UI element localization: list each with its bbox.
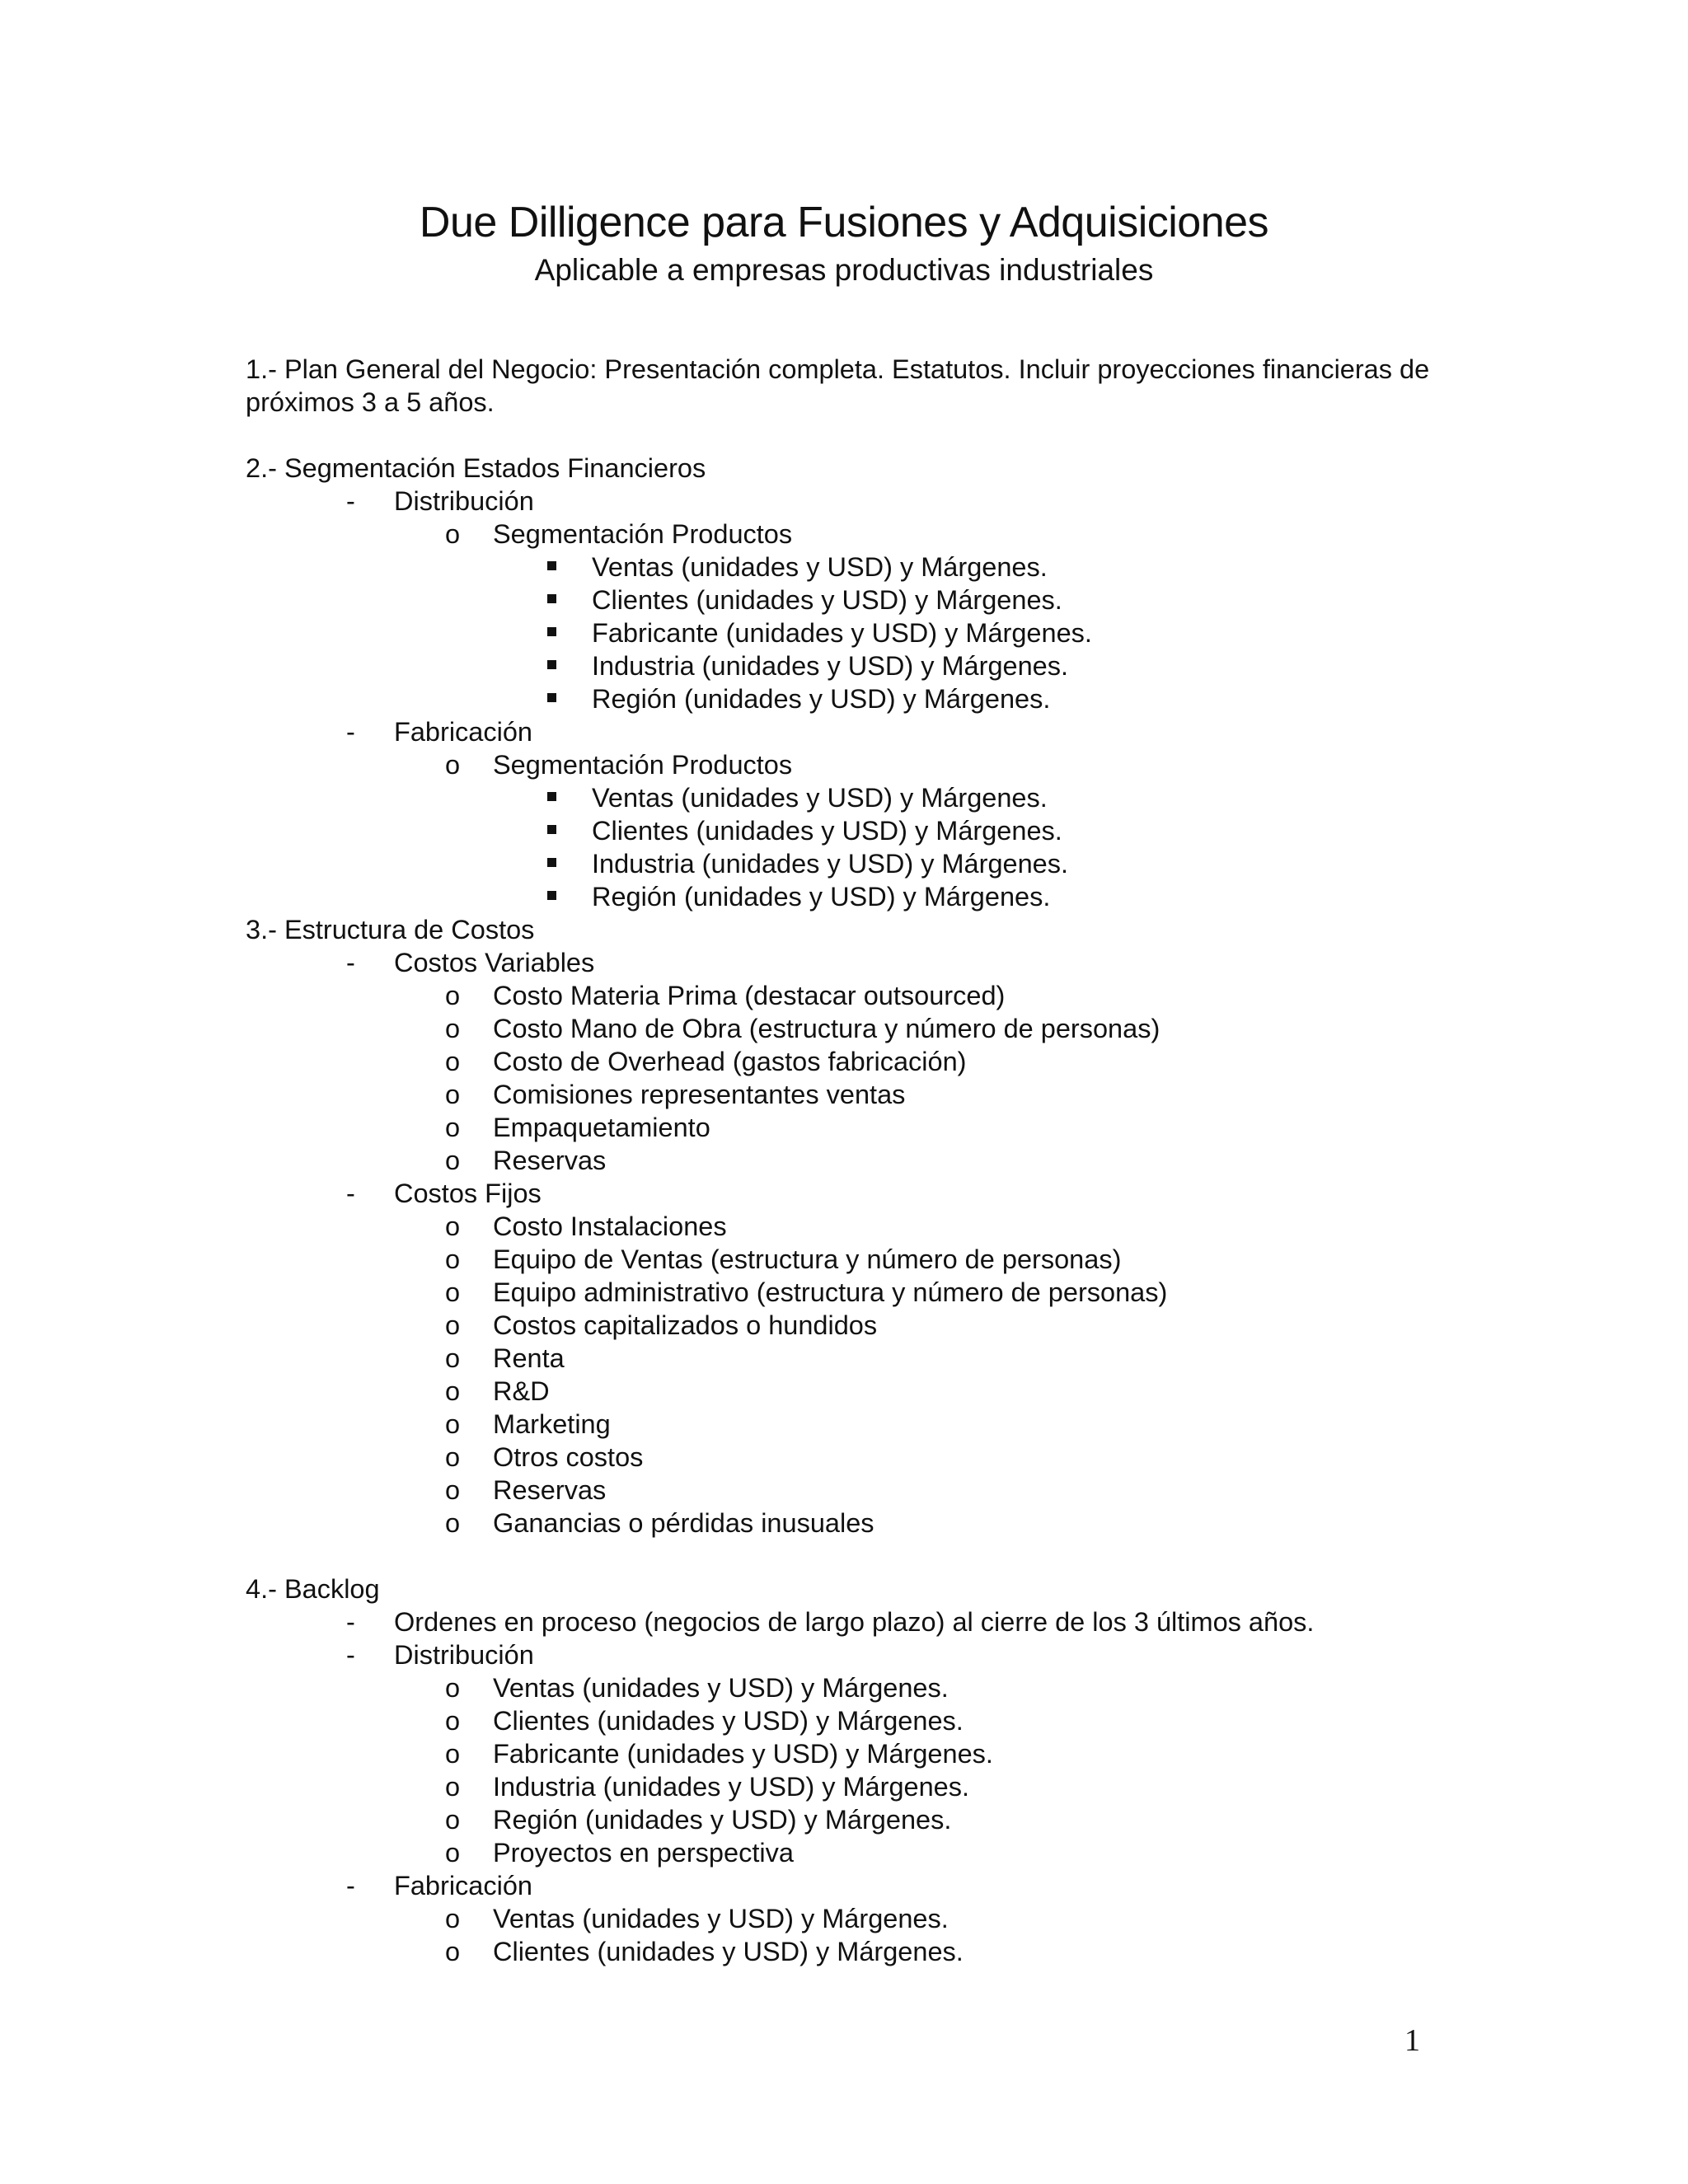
- list-item-text: Otros costos: [493, 1442, 644, 1472]
- list-item: [246, 1474, 1441, 1507]
- circle-bullet-marker: o: [445, 1113, 461, 1142]
- list-item: [246, 1177, 1441, 1210]
- list-item: [246, 1375, 1441, 1408]
- list-item: [246, 1671, 1441, 1704]
- list-item: [246, 1704, 1441, 1737]
- list-item: [246, 880, 1441, 913]
- list-item: [246, 1638, 1441, 1671]
- list-item-text: Industria (unidades y USD) y Márgenes.: [592, 651, 1069, 681]
- dash-marker: -: [346, 1871, 355, 1900]
- list-item: [246, 616, 1441, 649]
- list-item: [246, 1441, 1441, 1474]
- list-item-text: Costos capitalizados o hundidos: [493, 1310, 878, 1340]
- circle-bullet-marker: o: [445, 1508, 461, 1538]
- section-2-fabricacion-sub: Segmentación Productos: [493, 750, 793, 780]
- list-item-text: Clientes (unidades y USD) y Márgenes.: [592, 816, 1062, 846]
- list-item-text: Equipo de Ventas (estructura y número de personas): [493, 1244, 1122, 1274]
- list-item-text: Fabricante (unidades y USD) y Márgenes.: [493, 1739, 993, 1769]
- list-item-text: Región (unidades y USD) y Márgenes.: [493, 1805, 952, 1835]
- list-item-text: Reservas: [493, 1475, 607, 1505]
- list-item: [246, 518, 1441, 551]
- list-item: [246, 1507, 1441, 1540]
- list-item-text: Clientes (unidades y USD) y Márgenes.: [493, 1706, 964, 1736]
- circle-bullet-marker: o: [445, 1212, 461, 1241]
- circle-bullet-marker: o: [445, 1838, 461, 1868]
- list-item-text: Industria (unidades y USD) y Márgenes.: [592, 849, 1069, 879]
- circle-bullet-marker: o: [445, 1310, 461, 1340]
- list-item: [246, 1276, 1441, 1309]
- section-4-fabricacion-label: Fabricación: [394, 1871, 532, 1900]
- circle-bullet-marker: o: [445, 1014, 461, 1043]
- list-item-text: Clientes (unidades y USD) y Márgenes.: [592, 585, 1062, 615]
- section-2-distribucion-sub: Segmentación Productos: [493, 519, 793, 549]
- list-item: [246, 1836, 1441, 1869]
- list-item-text: Renta: [493, 1343, 565, 1373]
- list-item: [246, 1078, 1441, 1111]
- list-item-text: Región (unidades y USD) y Márgenes.: [592, 684, 1051, 714]
- circle-bullet-marker: o: [445, 1805, 461, 1835]
- section-4-heading: 4.- Backlog: [246, 1574, 380, 1604]
- list-item: [246, 1803, 1441, 1836]
- section-1-line-1: 1.- Plan General del Negocio: Presentación completa. Estatutos. Incluir proyecciones financieras de: [246, 354, 1430, 384]
- list-item-text: Clientes (unidades y USD) y Márgenes.: [493, 1937, 964, 1966]
- list-item-text: R&D: [493, 1376, 550, 1406]
- section-4: [246, 1572, 1441, 1968]
- list-item: [246, 1737, 1441, 1770]
- list-item: [246, 946, 1441, 979]
- square-bullet-icon: [547, 858, 556, 867]
- list-item-text: Ventas (unidades y USD) y Márgenes.: [493, 1904, 949, 1933]
- list-item-text: Región (unidades y USD) y Márgenes.: [592, 882, 1051, 912]
- list-item: [246, 1309, 1441, 1342]
- list-item-text: Empaquetamiento: [493, 1113, 710, 1142]
- list-item: [246, 1770, 1441, 1803]
- list-item: [246, 1869, 1441, 1902]
- list-item: [246, 781, 1441, 814]
- section-2-fabricacion-label: Fabricación: [394, 717, 532, 747]
- list-item: [246, 583, 1441, 616]
- list-item: [246, 551, 1441, 583]
- list-item: [246, 485, 1441, 518]
- section-3-heading: 3.- Estructura de Costos: [246, 915, 535, 944]
- document-body: [246, 353, 1441, 1968]
- list-item: [246, 715, 1441, 748]
- document-subtitle: Aplicable a empresas productivas industriales: [534, 253, 1154, 287]
- circle-bullet-marker: o: [445, 1739, 461, 1769]
- list-item: [246, 1342, 1441, 1375]
- list-item-text: Marketing: [493, 1409, 611, 1439]
- square-bullet-icon: [547, 660, 556, 669]
- square-bullet-icon: [547, 594, 556, 603]
- list-item-text: Ventas (unidades y USD) y Márgenes.: [592, 552, 1048, 582]
- list-item-text: Reservas: [493, 1146, 607, 1175]
- section-3-fijos-label: Costos Fijos: [394, 1179, 542, 1208]
- circle-bullet-marker: o: [445, 1376, 461, 1406]
- square-bullet-icon: [547, 627, 556, 636]
- circle-bullet-marker: o: [445, 1673, 461, 1703]
- list-item-text: Costo de Overhead (gastos fabricación): [493, 1047, 967, 1076]
- circle-bullet-marker: o: [445, 1904, 461, 1933]
- list-item: [246, 1935, 1441, 1968]
- circle-bullet-marker: o: [445, 1343, 461, 1373]
- list-item-text: Ventas (unidades y USD) y Márgenes.: [592, 783, 1048, 813]
- list-item: [246, 1045, 1441, 1078]
- circle-bullet-marker: o: [445, 1244, 461, 1274]
- section-2: [246, 452, 1441, 913]
- section-2-distribucion-label: Distribución: [394, 486, 534, 516]
- list-item-text: Equipo administrativo (estructura y número de personas): [493, 1277, 1168, 1307]
- list-item: [246, 748, 1441, 781]
- circle-bullet-marker: o: [445, 1080, 461, 1109]
- square-bullet-icon: [547, 693, 556, 702]
- circle-bullet-marker: o: [445, 1937, 461, 1966]
- list-item: [246, 1012, 1441, 1045]
- list-item-text: Comisiones representantes ventas: [493, 1080, 906, 1109]
- square-bullet-icon: [547, 561, 556, 570]
- section-3-variables-label: Costos Variables: [394, 948, 595, 977]
- square-bullet-icon: [547, 891, 556, 900]
- circle-bullet-marker: o: [445, 1146, 461, 1175]
- circle-bullet-marker: o: [445, 1772, 461, 1802]
- list-item: [246, 649, 1441, 682]
- list-item-text: Industria (unidades y USD) y Márgenes.: [493, 1772, 970, 1802]
- dash-marker: -: [346, 948, 355, 977]
- list-item-text: Costo Materia Prima (destacar outsourced): [493, 981, 1006, 1010]
- list-item-text: Costo Instalaciones: [493, 1212, 727, 1241]
- list-item: [246, 814, 1441, 847]
- list-item: [246, 682, 1441, 715]
- section-4-ordenes: Ordenes en proceso (negocios de largo plazo) al cierre de los 3 últimos años.: [394, 1607, 1315, 1637]
- square-bullet-icon: [547, 792, 556, 801]
- square-bullet-icon: [547, 825, 556, 834]
- section-1: [246, 353, 1441, 419]
- list-item: [246, 1902, 1441, 1935]
- dash-marker: -: [346, 1607, 355, 1637]
- circle-bullet-marker: o: [445, 750, 461, 780]
- list-item: [246, 1144, 1441, 1177]
- circle-bullet-marker: o: [445, 1706, 461, 1736]
- section-2-heading: 2.- Segmentación Estados Financieros: [246, 453, 706, 483]
- list-item: [246, 1210, 1441, 1243]
- circle-bullet-marker: o: [445, 1277, 461, 1307]
- list-item: [246, 1605, 1441, 1638]
- circle-bullet-marker: o: [445, 519, 461, 549]
- document-title: Due Dilligence para Fusiones y Adquisiciones: [419, 199, 1269, 246]
- page-number: 1: [1404, 2023, 1420, 2058]
- list-item: [246, 1408, 1441, 1441]
- section-3: [246, 913, 1441, 1540]
- list-item-text: Ventas (unidades y USD) y Márgenes.: [493, 1673, 949, 1703]
- dash-marker: -: [346, 1179, 355, 1208]
- list-item-text: Proyectos en perspectiva: [493, 1838, 794, 1868]
- list-item-text: Fabricante (unidades y USD) y Márgenes.: [592, 618, 1092, 648]
- list-item: [246, 847, 1441, 880]
- list-item-text: Costo Mano de Obra (estructura y número de personas): [493, 1014, 1160, 1043]
- list-item-text: Ganancias o pérdidas inusuales: [493, 1508, 874, 1538]
- dash-marker: -: [346, 1640, 355, 1670]
- list-item: [246, 1243, 1441, 1276]
- section-1-line-2: próximos 3 a 5 años.: [246, 387, 495, 417]
- dash-marker: -: [346, 717, 355, 747]
- circle-bullet-marker: o: [445, 1047, 461, 1076]
- circle-bullet-marker: o: [445, 981, 461, 1010]
- dash-marker: -: [346, 486, 355, 516]
- list-item: [246, 979, 1441, 1012]
- section-4-distribucion-label: Distribución: [394, 1640, 534, 1670]
- circle-bullet-marker: o: [445, 1475, 461, 1505]
- circle-bullet-marker: o: [445, 1409, 461, 1439]
- circle-bullet-marker: o: [445, 1442, 461, 1472]
- list-item: [246, 1111, 1441, 1144]
